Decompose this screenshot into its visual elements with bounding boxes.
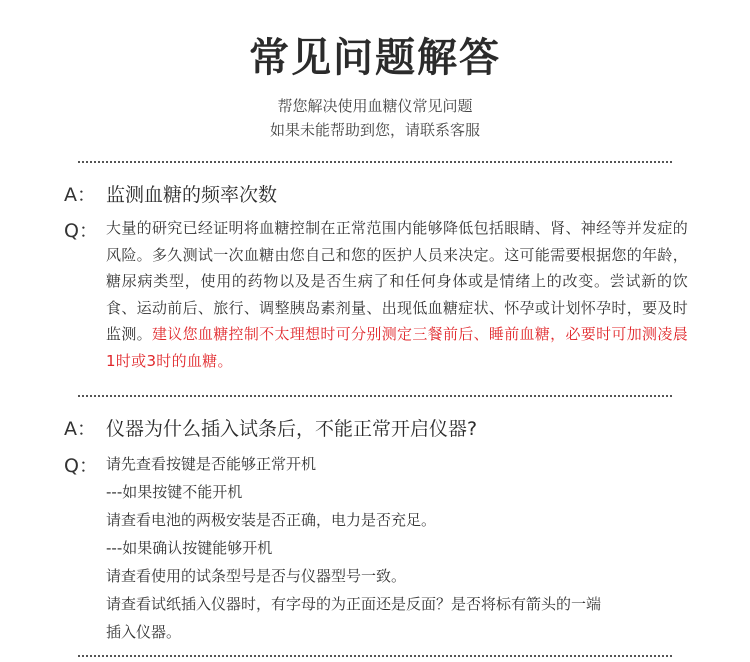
faq-2-line: 请先查看按键是否能够正常开机 [106, 455, 317, 473]
faq-1-q-prefix: Q： [64, 220, 98, 242]
faq-2-a-prefix: A： [64, 418, 96, 440]
faq-1-answer-text: 大量的研究已经证明将血糖控制在正常范围内能够降低包括眼睛、肾、神经等并发症的风险。多久测试一次血糖由您自己和您的医护人员来决定。这可能需要根据您的年龄，糖尿病类型，使用的药物以及是否生病了和任何身体或是情绪上的改变。尝试新的饮食、运动前后、旅行、调整胰岛素剂量、出现低血糖症状、怀孕或计划怀孕时，要及时监测。 [106, 219, 688, 343]
subtitle-line-1: 帮您解决使用血糖仪常见问题 [277, 97, 473, 115]
divider [78, 395, 672, 397]
faq-2-line: 请查看电池的两极安装是否正确，电力是否充足。 [106, 511, 437, 529]
faq-2-line: ---如果确认按键能够开机 [106, 539, 273, 557]
divider [78, 161, 672, 163]
divider [78, 655, 672, 657]
faq-1-answer [106, 215, 688, 374]
faq-2-line: 请查看试纸插入仪器时，有字母的为正面还是反面？是否将标有箭头的一端 [106, 595, 602, 613]
faq-1-heading: 监测血糖的频率次数 [106, 184, 278, 206]
faq-1-a-prefix: A： [64, 184, 96, 206]
subtitle-line-2: 如果未能帮助到您，请联系客服 [269, 121, 480, 139]
faq-2-q-prefix: Q： [64, 455, 98, 477]
faq-2-line: 插入仪器。 [106, 623, 182, 641]
page-title: 常见问题解答 [249, 35, 501, 81]
faq-1-answer-highlight: 建议您血糖控制不太理想时可分别测定三餐前后、睡前血糖，必要时可加测凌晨1时或3时的血糖。 [106, 325, 688, 370]
faq-2-line: ---如果按键不能开机 [106, 483, 243, 501]
faq-2-line: 请查看使用的试条型号是否与仪器型号一致。 [106, 567, 407, 585]
faq-2-heading: 仪器为什么插入试条后，不能正常开启仪器? [106, 418, 478, 440]
